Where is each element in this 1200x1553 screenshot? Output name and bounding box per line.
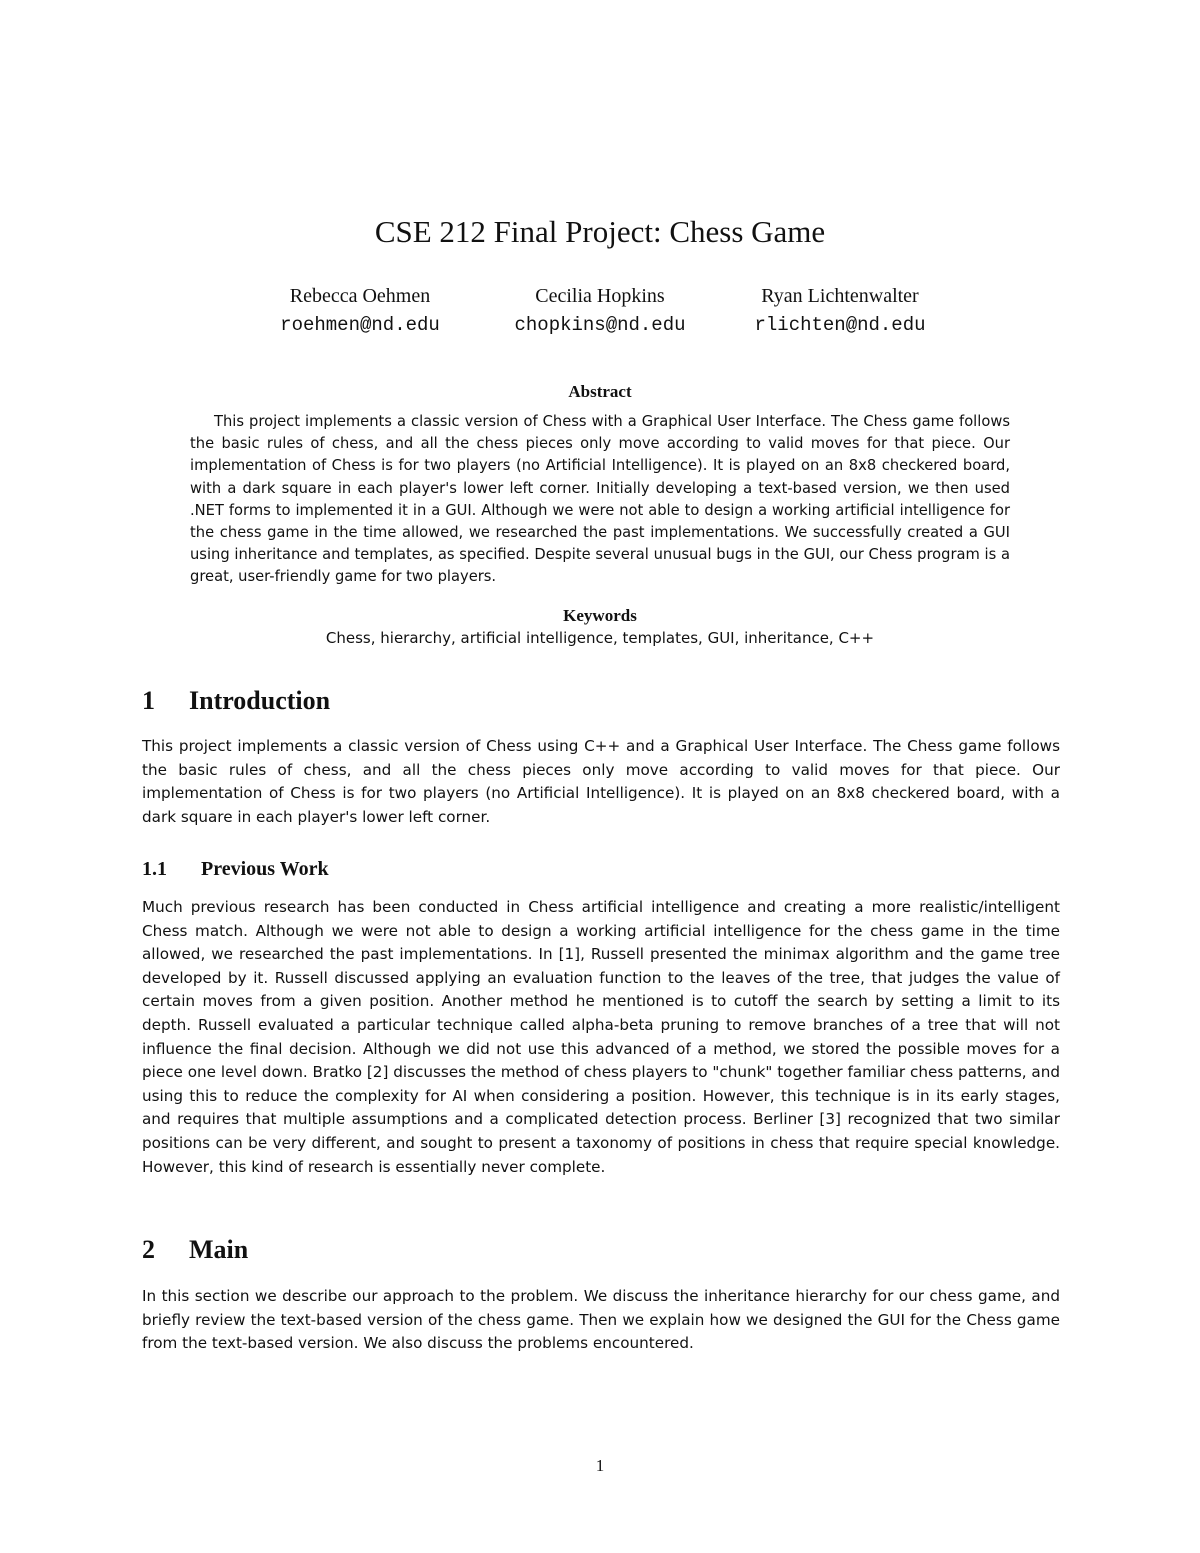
previous-work-paragraph: Much previous research has been conducted in Chess artificial intelligence and creating a more realistic/intelligent Chess match. Although we were not able to design a working artificial intelligence for the chess game in the time allowed, we researched the past implementations. In [1], Russell presented the minimax algorithm and the game tree developed by it. Russell discussed applying an evaluation function to the leaves of the tree, that judges the value of certain moves from a given position. Another method he mentioned is to cutoff the search by setting a limit to its depth. Russell evaluated a particular technique called alpha-beta pruning to remove branches of a tree that will not influence the final decision. Although we did not use this advanced of a method, we stored the possible moves for a piece one level down. Bratko [2] discusses the method of chess players to "chunk" together familiar chess patterns, and using this to reduce the complexity for AI when considering a position. However, this technique is in its early stages, and requires that multiple assumptions and a complicated detection process. Berliner [3] recognized that two similar positions can be very different, and sought to present a taxonomy of positions in chess that require special knowledge. However, this kind of research is essentially never complete. — [142, 898, 1060, 1176]
paper-title: CSE 212 Final Project: Chess Game — [374, 214, 826, 249]
subsection-heading-previous-work — [142, 858, 329, 881]
section-number: 2 — [142, 1235, 155, 1264]
author-email: roehmen@nd.edu — [280, 314, 440, 336]
keywords-heading: Keywords — [563, 606, 637, 625]
author-name: Rebecca Oehmen — [289, 285, 431, 307]
section-title: Main — [189, 1235, 249, 1264]
author-email: rlichten@nd.edu — [754, 314, 926, 336]
abstract-heading: Abstract — [568, 382, 632, 401]
subsection-number: 1.1 — [142, 858, 167, 880]
page-number: 1 — [595, 1456, 605, 1475]
subsection-title: Previous Work — [201, 858, 329, 880]
author-1 — [240, 282, 480, 340]
section-heading-main — [142, 1235, 248, 1265]
author-email: chopkins@nd.edu — [514, 314, 686, 336]
introduction-paragraph: This project implements a classic version of Chess using C++ and a Graphical User Interface. The Chess game follows the basic rules of chess, and all the chess pieces only move according to valid moves for that piece. Our implementation of Chess is for two players (no Artificial Intelligence). It is played on an 8x8 checkered board, with a dark square in each player's lower left corner. — [142, 737, 1060, 826]
abstract-text: This project implements a classic version of Chess with a Graphical User Interface. The Chess game follows the basic rules of chess, and all the chess pieces only move according to valid moves for that piece. Our implementation of Chess is for two players (no Artificial Intelligence). It is played on an 8x8 checkered board, with a dark square in each player's lower left corner. Initially developing a text-based version, we then used .NET forms to implemented it in a GUI. Although we were not able to design a working artificial intelligence for the chess game in the time allowed, we researched the past implementations. We successfully created a GUI using inheritance and templates, as specified. Despite several unusual bugs in the GUI, our Chess program is a great, user-friendly game for two players. — [190, 413, 1010, 586]
section-heading-introduction — [142, 686, 330, 716]
main-paragraph: In this section we describe our approach to the problem. We discuss the inheritance hierarchy for our chess game, and briefly review the text-based version of the chess game. Then we explain how we designed the GUI for the Chess game from the text-based version. We also discuss the problems encountered. — [142, 1287, 1060, 1353]
author-block — [240, 282, 960, 340]
author-name: Cecilia Hopkins — [535, 285, 665, 307]
section-number: 1 — [142, 686, 155, 715]
author-name: Ryan Lichtenwalter — [761, 285, 919, 307]
section-title: Introduction — [189, 686, 331, 715]
author-3 — [720, 282, 960, 340]
author-2 — [480, 282, 720, 340]
keywords-text: Chess, hierarchy, artificial intelligence, templates, GUI, inheritance, C++ — [325, 629, 875, 647]
